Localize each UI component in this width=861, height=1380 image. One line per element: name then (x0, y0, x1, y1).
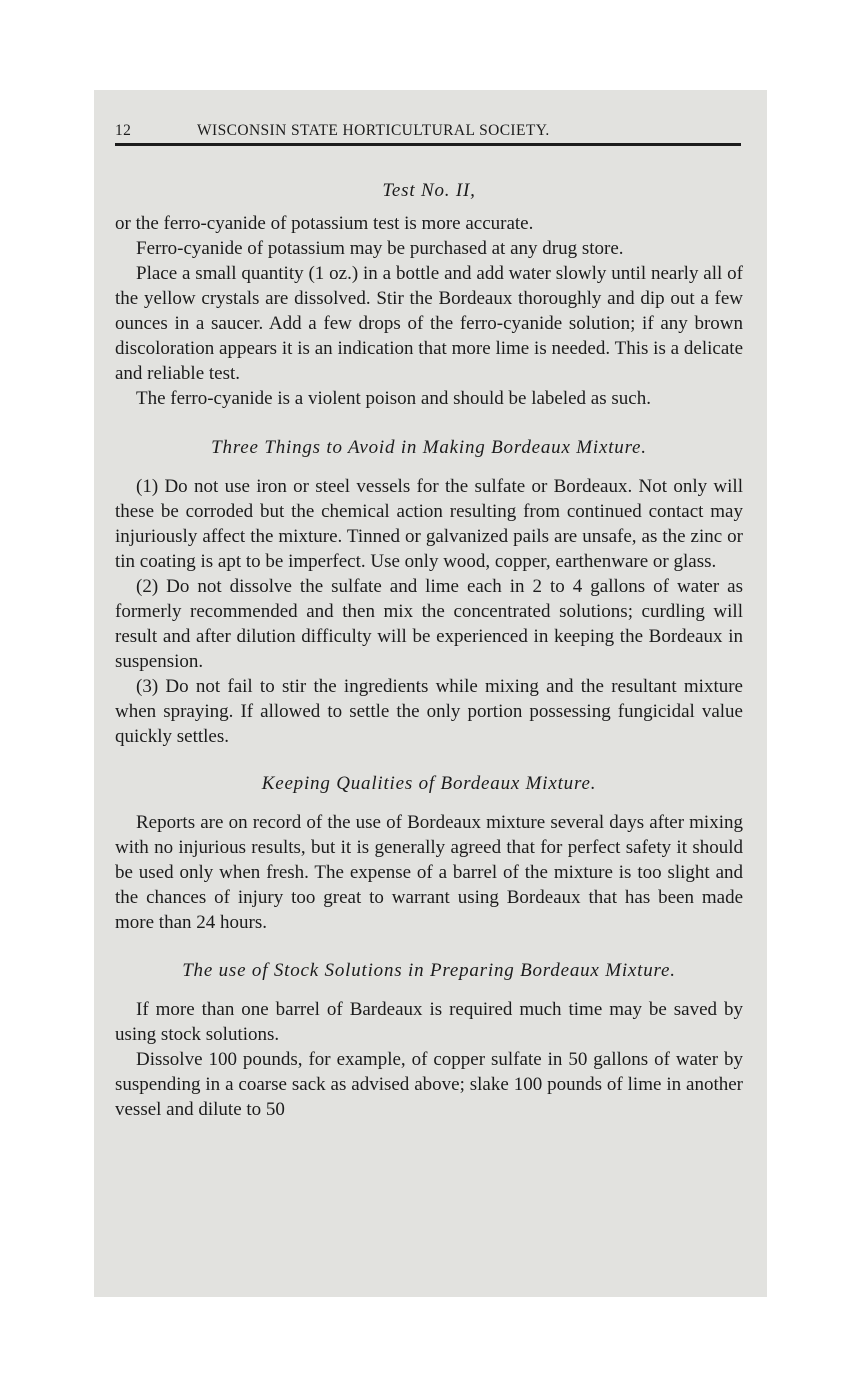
paragraph: or the ferro-cyanide of potassium test is more accurate. (115, 213, 534, 234)
scanned-page (94, 90, 767, 1297)
header-title: WISCONSIN STATE HORTICULTURAL SOCIETY. (197, 122, 550, 139)
section-heading: Test No. II, (382, 180, 476, 201)
paragraph: Dissolve 100 pounds, for example, of copper sulfate in 50 gallons of water by suspending in a coarse sack as advised above; slake 100 pounds of lime in another vessel and dilute to 50 (115, 1049, 743, 1120)
header-rule (115, 143, 741, 146)
paragraph: (2) Do not dissolve the sulfate and lime each in 2 to 4 gallons of water as formerly recommended and then mix the concentrated solutions; curdling will result and after dilution difficulty will be experienced in keeping the Bordeaux in suspension. (115, 576, 743, 672)
paragraph: Reports are on record of the use of Bordeaux mixture several days after mixing with no injurious results, but it is generally agreed that for perfect safety it should be used only when fresh. The expense of a barrel of the mixture is too slight and the chances of injury too great to warrant using Bordeaux that has been made more than 24 hours. (115, 812, 743, 933)
paragraph: Place a small quantity (1 oz.) in a bottle and add water slowly until nearly all of the yellow crystals are dissolved. Stir the Bordeaux thoroughly and dip out a few ounces in a saucer. Add a few drops of the ferro-cyanide solution; if any brown discoloration appears it is an indication that more lime is needed. This is a delicate and reliable test. (115, 263, 743, 384)
page-number: 12 (115, 122, 132, 139)
running-header (115, 118, 743, 142)
paragraph: (1) Do not use iron or steel vessels for the sulfate or Bordeaux. Not only will these be corroded but the chemical action resulting from continued contact may injuriously affect the mixture. Tinned or galvanized pails are unsafe, as the zinc or tin coating is apt to be imperfect. Use only wood, copper, earthenware or glass. (115, 476, 743, 572)
paragraph: Ferro-cyanide of potassium may be purchased at any drug store. (136, 238, 624, 259)
section-heading: Three Things to Avoid in Making Bordeaux Mixture. (211, 437, 647, 458)
paragraph: (3) Do not fail to stir the ingredients while mixing and the resultant mixture when spraying. If allowed to settle the only portion possessing fungicidal value quickly settles. (115, 676, 743, 747)
section-heading: The use of Stock Solutions in Preparing Bordeaux Mixture. (182, 960, 676, 981)
section-heading: Keeping Qualities of Bordeaux Mixture. (261, 773, 597, 794)
paragraph: If more than one barrel of Bardeaux is required much time may be saved by using stock solutions. (115, 999, 743, 1045)
paragraph: The ferro-cyanide is a violent poison and should be labeled as such. (136, 388, 651, 409)
page-content (115, 118, 743, 1122)
